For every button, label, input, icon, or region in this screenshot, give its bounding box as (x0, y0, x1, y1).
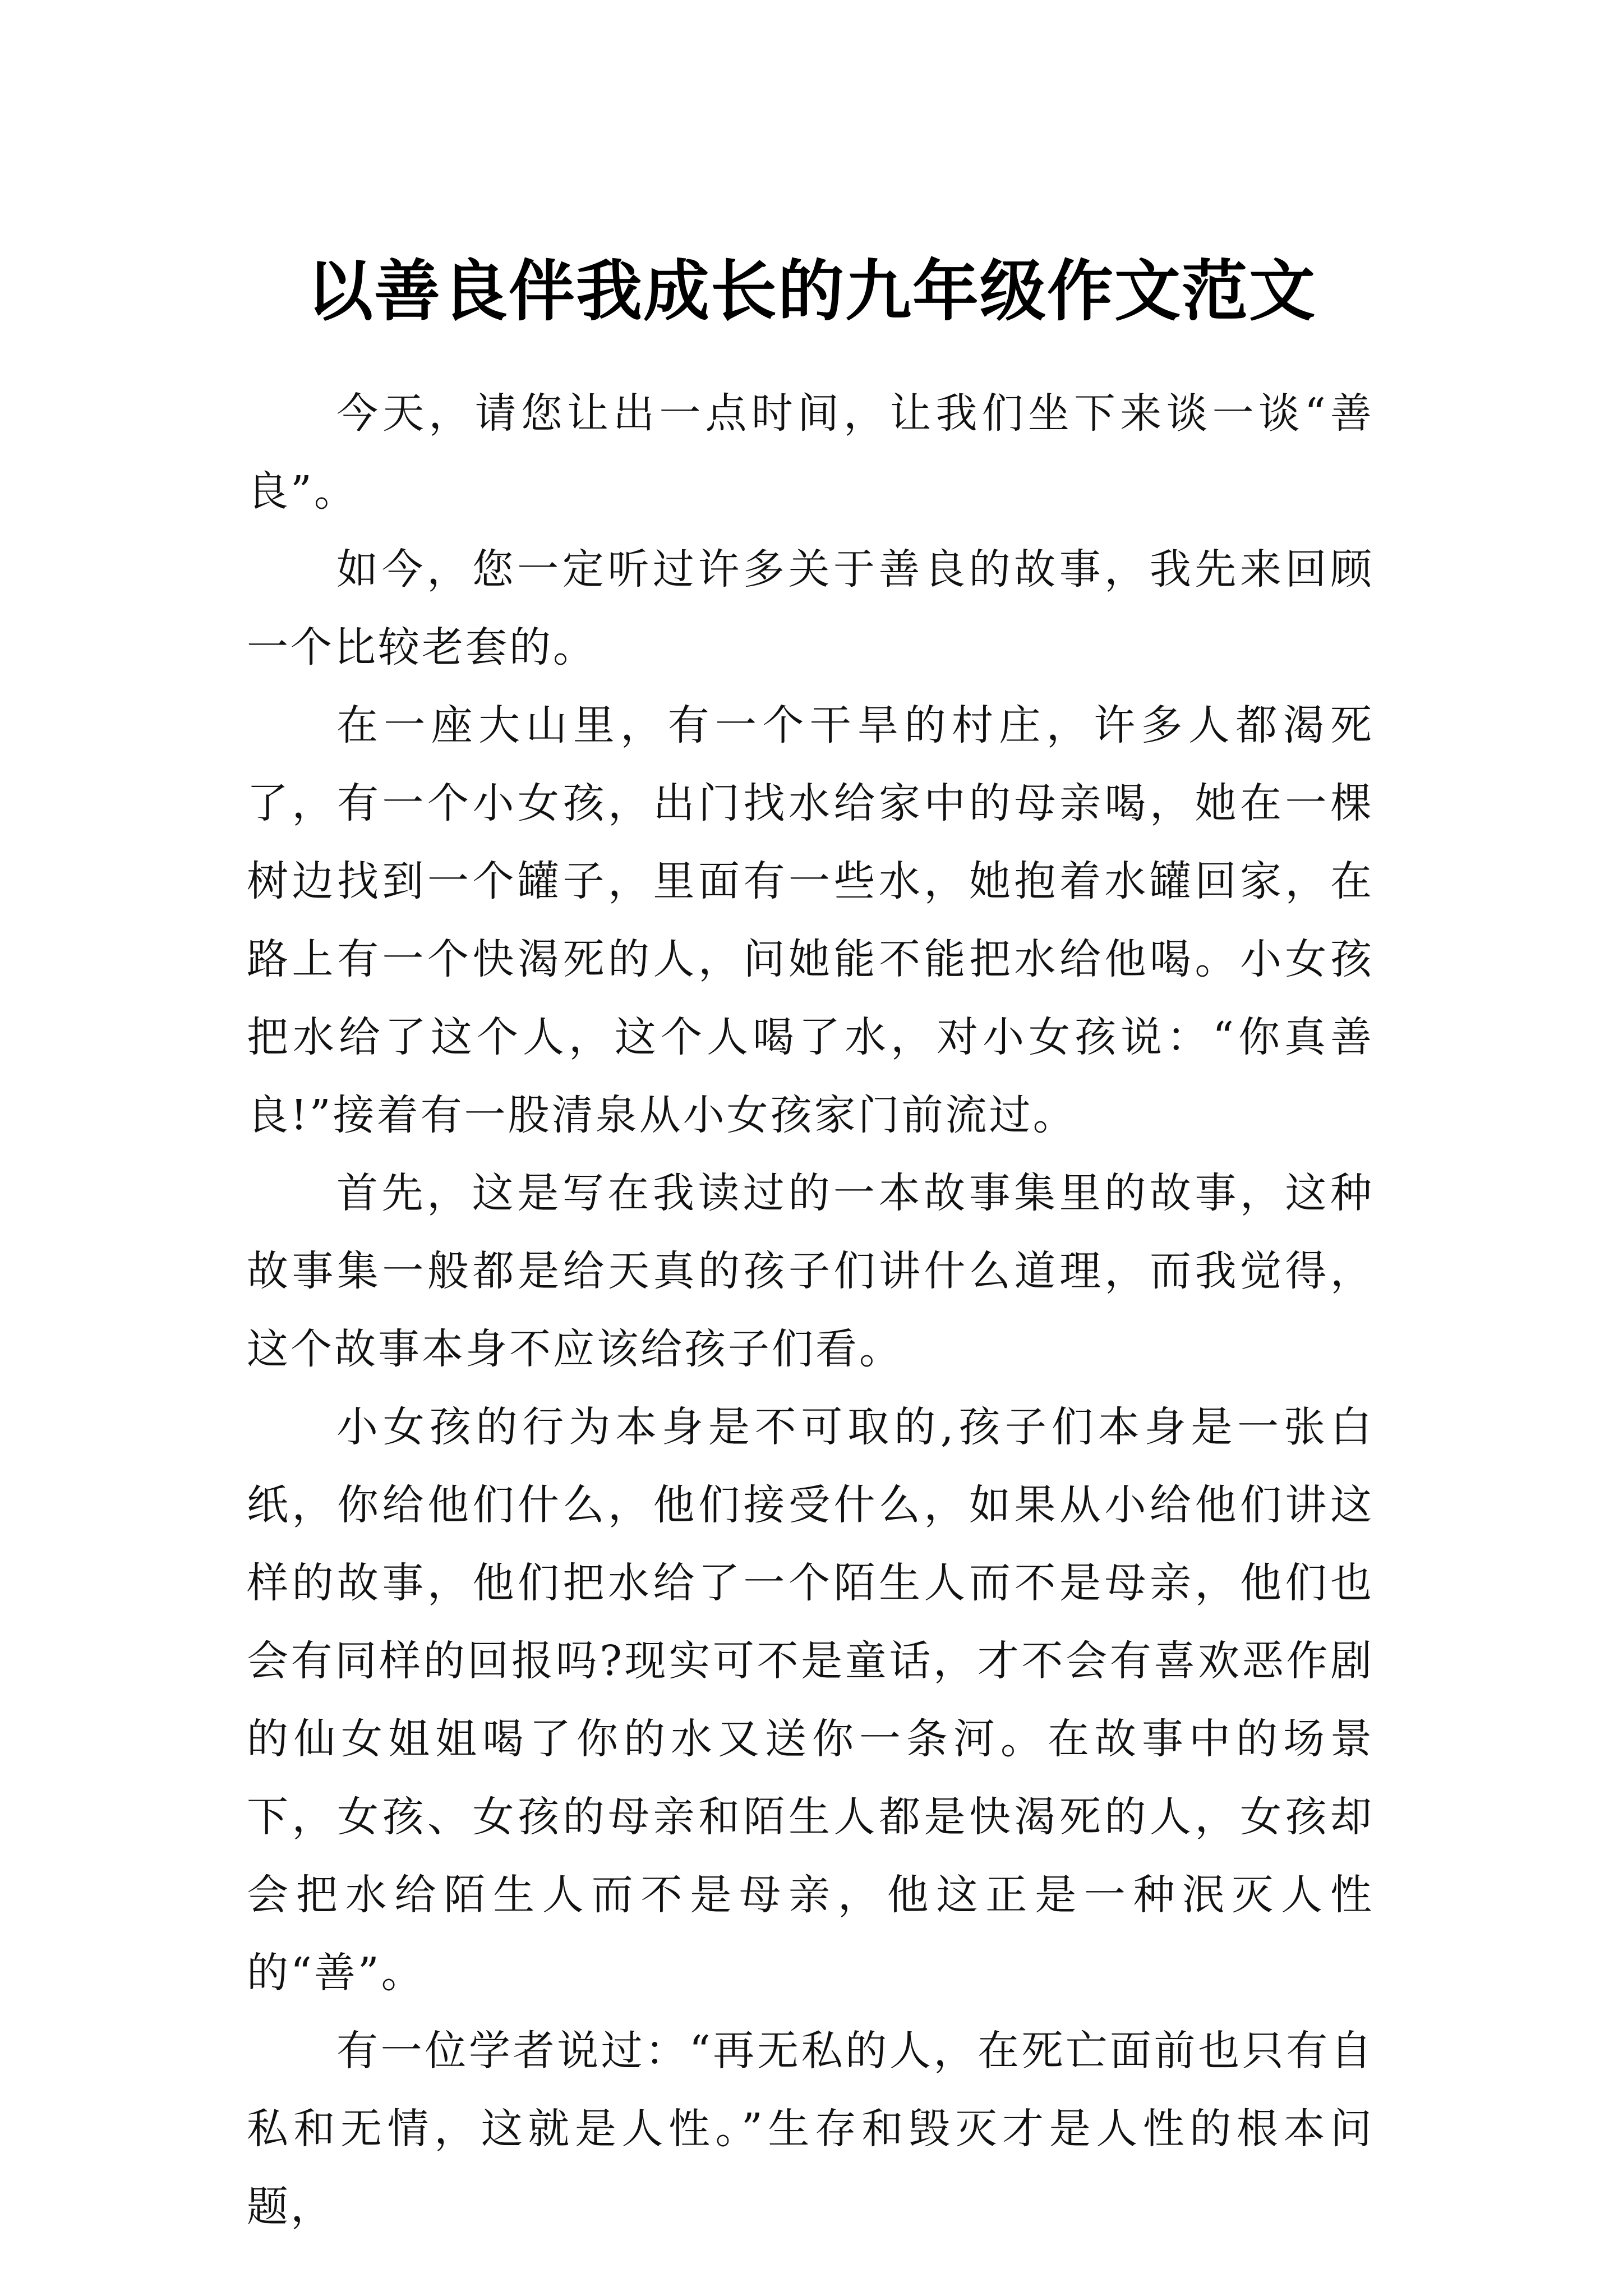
paragraph: 首先，这是写在我读过的一本故事集里的故事，这种故事集一般都是给天真的孩子们讲什么道理，而我觉得，这个故事本身不应该给孩子们看。 (247, 1169, 1374, 1373)
paragraph: 有一位学者说过：“再无私的人，在死亡面前也只有自私和无情，这就是人性。”生存和毁灭才是人性的根本问题， (247, 2027, 1374, 2231)
document-body (247, 375, 1374, 2246)
paragraph: 如今，您一定听过许多关于善良的故事，我先来回顾一个比较老套的。 (247, 545, 1374, 671)
paragraph: 在一座大山里，有一个干旱的村庄，许多人都渴死了，有一个小女孩，出门找水给家中的母亲喝，她在一棵树边找到一个罐子，里面有一些水，她抱着水罐回家，在路上有一个快渴死的人，问她能不能把水给他喝。小女孩把水给了这个人，这个人喝了水，对小女孩说：“你真善良!”接着有一股清泉从小女孩家门前流过。 (247, 701, 1374, 1139)
document-title: 以善良伴我成长的九年级作文范文 (306, 252, 1316, 330)
paragraph: 小女孩的行为本身是不可取的,孩子们本身是一张白纸，你给他们什么，他们接受什么，如果从小给他们讲这样的故事，他们把水给了一个陌生人而不是母亲，他们也会有同样的回报吗?现实可不是童话，才不会有喜欢恶作剧的仙女姐姐喝了你的水又送你一条河。在故事中的场景下，女孩、女孩的母亲和陌生人都是快渴死的人，女孩却会把水给陌生人而不是母亲，他这正是一种泯灭人性的“善”。 (247, 1403, 1374, 1997)
paragraph: 今天，请您让出一点时间，让我们坐下来谈一谈“善良”。 (247, 389, 1374, 516)
